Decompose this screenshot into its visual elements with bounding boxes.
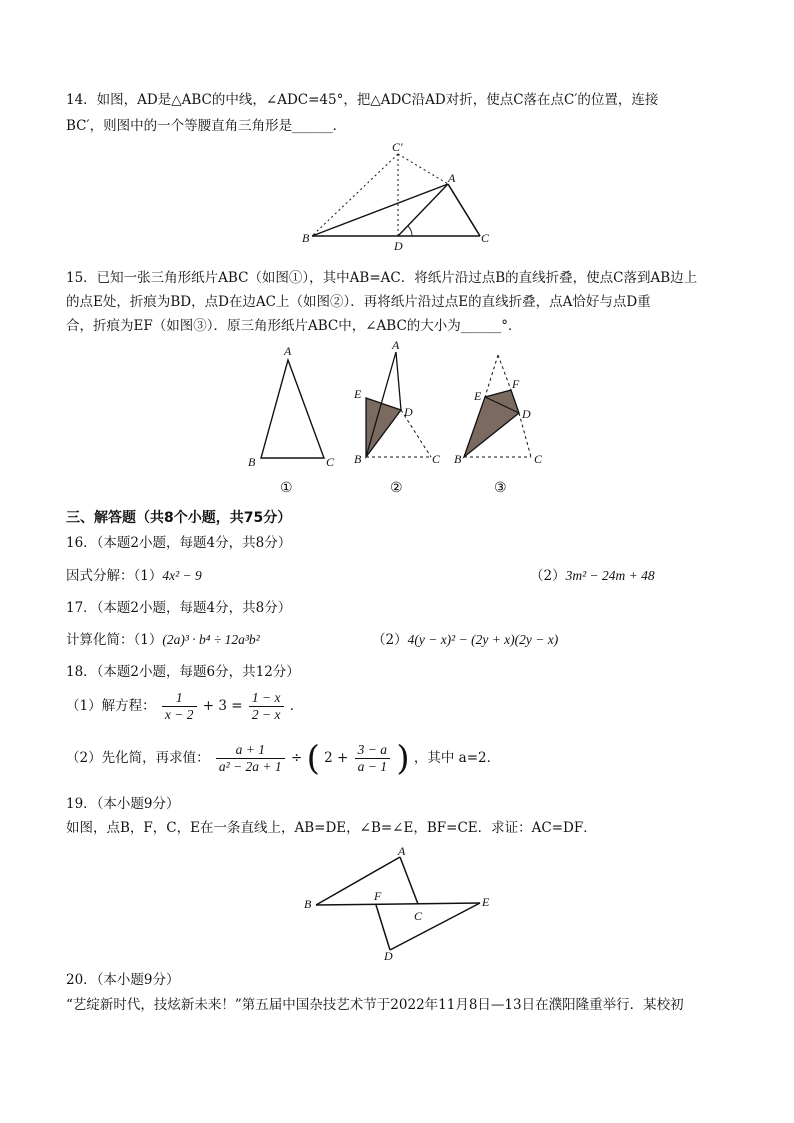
q18-fraction-1 (162, 690, 197, 723)
q15-figures (236, 340, 556, 500)
q18-f3-denominator: a² − 2a + 1 (218, 759, 282, 774)
q15-fig2-label-d: D (404, 405, 413, 419)
q15-fig2-label-a: A (392, 340, 400, 352)
q18-part1 (66, 688, 303, 724)
q18-fraction-4 (355, 742, 390, 775)
q19-head: 19．（本小题9分） (66, 796, 180, 812)
q18-f1-numerator: 1 (162, 690, 197, 707)
q15-fig3-label-d: D (522, 407, 531, 421)
q16-part2 (530, 566, 655, 586)
q14-label-d: D (394, 239, 403, 252)
q18-head: 18．（本题2小题，每题6分，共12分） (66, 664, 300, 680)
q18-two: 2 + (324, 750, 349, 766)
q18-end2: ，其中 a=2． (413, 750, 501, 766)
q18-f1-denominator: x − 2 (164, 707, 194, 722)
q18-f2-denominator: 2 − x (251, 707, 281, 722)
q17-p2: （2） (372, 632, 408, 648)
q15-fig2-label-b: B (354, 452, 362, 466)
q15-fig2-number: ② (390, 481, 403, 496)
q17-line (66, 630, 260, 650)
q15-fig3-label-e: E (474, 389, 482, 403)
q14-label-a: A (448, 171, 456, 185)
q15-fig1-label-c: C (326, 455, 335, 469)
q19-label-e: E (482, 895, 490, 909)
q14-line1: 14．如图，AD是△ABC的中线，∠ADC=45°，把△ADC沿AD对折，使点C落在点C′的位置，连接 (66, 92, 659, 108)
q20-head: 20．（本小题9分） (66, 972, 180, 988)
q14-label-c-prime: C′ (392, 142, 403, 154)
q18-f4-denominator: a − 1 (357, 759, 388, 774)
q15-line2: 的点E处，折痕为BD，点D在边AC上（如图②）．再将纸片沿过点E的直线折叠，点A恰好与点D重 (66, 294, 651, 310)
q19-label-f: F (374, 889, 382, 903)
q19-label-a: A (398, 844, 406, 858)
q15-fig2-label-c: C (432, 452, 441, 466)
q18-fraction-3 (216, 742, 285, 775)
q14-label-b: B (302, 231, 310, 245)
q15-fig3-number: ③ (494, 481, 507, 496)
q19-figure (300, 842, 510, 962)
q16-line (66, 566, 202, 586)
q19-label-b: B (304, 897, 312, 911)
q16-head: 16．（本题2小题，每题4分，共8分） (66, 535, 292, 551)
q17-prefix: 计算化简：（1） (66, 632, 163, 648)
section-3-title: 三、解答题（共8个小题，共75分） (66, 510, 292, 526)
q18-f2-numerator: 1 − x (249, 690, 284, 707)
q18-left-paren: ( (306, 738, 320, 779)
q18-fraction-2 (249, 690, 284, 723)
q18-p2: （2）先化简，再求值： (66, 750, 210, 766)
q17-expr2: 4(y − x)² − (2y + x)(2y − x) (407, 632, 559, 647)
q15-fig2-label-e: E (354, 387, 362, 401)
q15-fig1-number: ① (280, 481, 293, 496)
q15-fig3-label-f: F (512, 377, 520, 391)
q19-label-c: C (414, 909, 423, 923)
q15-fig3-label-b: B (454, 452, 462, 466)
q18-p1: （1）解方程： (66, 698, 156, 714)
q15-fig3-label-c: C (534, 452, 543, 466)
q17-part2 (372, 630, 558, 650)
q18-f4-numerator: 3 − a (355, 742, 390, 759)
q14-figure (300, 142, 520, 252)
q18-div: ÷ (290, 750, 303, 766)
q18-right-paren: ) (396, 738, 410, 779)
q18-f3-numerator: a + 1 (216, 742, 285, 759)
q14-label-c: C (481, 231, 490, 245)
q17-head: 17．（本题2小题，每题4分，共8分） (66, 600, 292, 616)
q16-p2: （2） (530, 568, 566, 584)
q15-line3: 合，折痕为EF（如图③）．原三角形纸片ABC中，∠ABC的大小为______°． (66, 318, 522, 334)
q18-mid: + 3 = (202, 698, 243, 714)
q15-fig1-label-a: A (284, 344, 292, 358)
q18-part2 (66, 738, 500, 778)
q15-line1: 15．已知一张三角形纸片ABC（如图①），其中AB=AC．将纸片沿过点B的直线折叠，使点C落到AB边上 (66, 270, 698, 286)
q14-line2: BC′，则图中的一个等腰直角三角形是______． (66, 118, 347, 134)
q20-text: “艺绽新时代，技炫新未来！”第五届中国杂技艺术节于2022年11月8日—13日在濮阳隆重举行．某校初 (66, 997, 684, 1013)
q19-label-d: D (384, 949, 393, 962)
q16-prefix: 因式分解：（1） (66, 568, 163, 584)
q15-fig1-label-b: B (248, 455, 256, 469)
q19-text: 如图，点B，F，C，E在一条直线上，AB=DE，∠B=∠E，BF=CE．求证：AC=DF． (66, 820, 597, 836)
q16-expr1: 4x² − 9 (162, 568, 202, 583)
q18-end1: ． (289, 698, 304, 714)
q16-expr2: 3m² − 24m + 48 (565, 568, 655, 583)
q17-expr1: (2a)³ · b⁴ ÷ 12a³b² (162, 632, 260, 647)
